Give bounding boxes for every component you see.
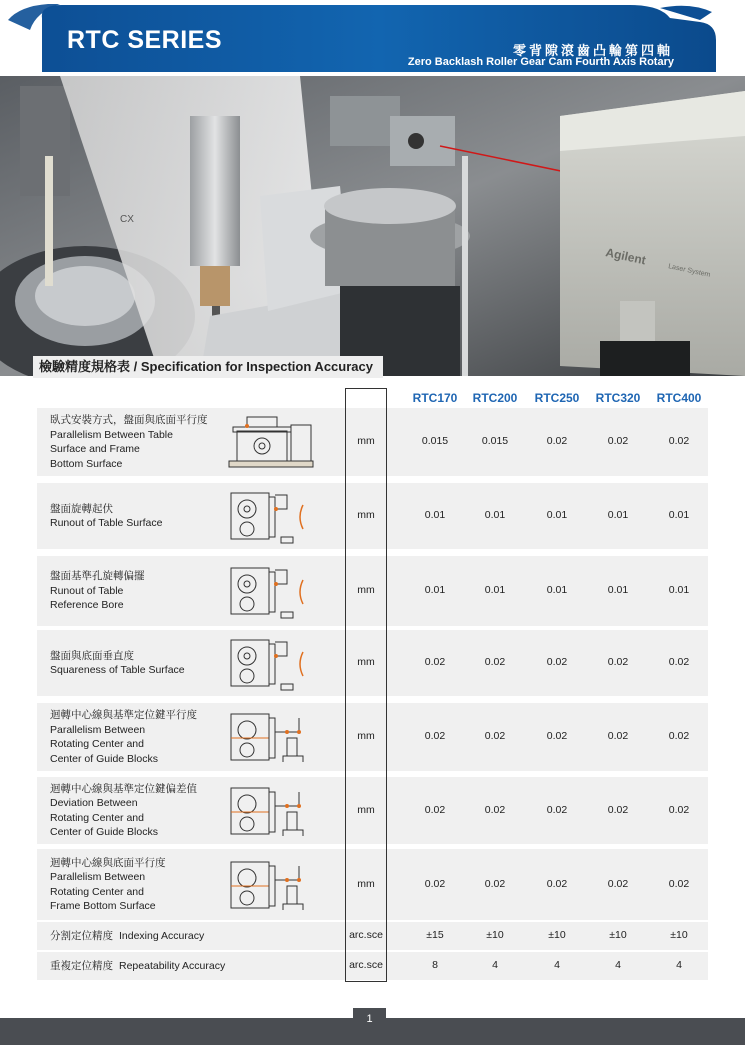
spec-value-rtc400: ±10 [670, 929, 688, 941]
spec-value-rtc170: 0.01 [424, 509, 446, 521]
inspection-machine-illustration [0, 76, 745, 376]
spec-value-rtc170: 0.01 [424, 584, 446, 596]
spec-label-english: Surface and Frame [50, 443, 140, 455]
spec-value-rtc250: 0.01 [546, 584, 568, 596]
measurement-diagram [227, 562, 317, 625]
spec-value-rtc320: ±10 [609, 929, 627, 941]
spec-value-rtc320: 0.02 [607, 730, 629, 742]
spec-value-rtc170: 0.015 [421, 435, 449, 447]
spec-value-rtc400: 0.02 [668, 435, 690, 447]
subtitle-chinese: 零背隙滾齒凸輪第四軸 [512, 43, 673, 58]
spec-label-english: Bottom Surface [50, 457, 123, 470]
model-header-rtc320: RTC320 [595, 391, 641, 405]
spec-row-label [50, 502, 162, 531]
spec-value-rtc170: 8 [432, 959, 438, 971]
spec-label-chinese: 盤面旋轉起伏 [50, 502, 113, 515]
spec-label-chinese: 迴轉中心線與基準定位鍵平行度 [50, 709, 197, 721]
spec-label-english: Parallelism Between Table [50, 428, 173, 441]
spec-unit: mm [357, 656, 375, 668]
spec-value-rtc170: ±15 [426, 929, 444, 941]
spec-value-rtc200: 0.02 [484, 656, 506, 668]
spec-value-rtc200: 0.015 [481, 435, 509, 447]
measurement-diagram [227, 413, 317, 476]
spec-label-english: Frame Bottom Surface [50, 900, 156, 912]
spec-value-rtc400: 0.01 [668, 509, 690, 521]
spec-label-chinese: 盤面基準孔旋轉偏擺 [50, 570, 145, 583]
spec-label-english: Squareness of Table Surface [50, 664, 185, 676]
spec-unit: mm [357, 509, 375, 521]
spec-value-rtc320: 4 [615, 959, 621, 971]
spec-label-chinese: 迴轉中心線與基準定位鍵偏差值 [50, 782, 197, 795]
spec-label-english: Runout of Table Surface [50, 517, 163, 529]
spec-value-rtc200: 0.02 [484, 730, 506, 742]
spec-label-chinese: 分割定位精度 [50, 929, 113, 942]
spec-label-chinese: 臥式安裝方式，盤面與底面平行度 [50, 414, 208, 426]
measurement-diagram [227, 708, 317, 771]
spec-unit: mm [357, 877, 375, 890]
spec-label-english: Deviation Between [50, 797, 138, 809]
laser-system-label: Laser System [667, 263, 711, 279]
spec-value-rtc250: 0.02 [546, 803, 568, 816]
model-header-rtc170: RTC170 [412, 391, 458, 405]
spec-value-rtc400: 0.02 [668, 803, 690, 816]
spec-unit: arc.sce [349, 929, 383, 941]
spec-value-rtc200: ±10 [486, 929, 504, 941]
measurement-diagram [227, 782, 317, 845]
spec-row-label [50, 649, 185, 678]
spec-row-label [50, 856, 166, 914]
spec-label-chinese: 盤面與底面垂直度 [50, 649, 134, 662]
spec-label-english: Parallelism Between [50, 871, 146, 883]
spec-value-rtc200: 0.01 [484, 584, 506, 596]
spec-label-english: Rotating Center and [50, 885, 144, 898]
spec-value-rtc170: 0.02 [424, 656, 446, 668]
agilent-logo-text: Agilent [604, 245, 648, 268]
spec-label-english: Runout of Table [50, 584, 124, 597]
subtitle-english: Zero Backlash Roller Gear Cam Fourth Axis Rotary [407, 56, 674, 68]
model-header-rtc400: RTC400 [656, 391, 702, 405]
spec-value-rtc250: 0.02 [546, 877, 568, 890]
page-number: 1 [353, 1008, 386, 1030]
inspection-photo [0, 76, 745, 376]
spec-row-label [50, 413, 208, 471]
spec-label-english: Parallelism Between [50, 723, 146, 736]
section-title: 檢驗精度規格表 / Specification for Inspection Accuracy [33, 356, 383, 378]
spec-label-english: Center of Guide Blocks [50, 752, 158, 765]
part-label: CX [120, 214, 134, 225]
spec-row-label [50, 569, 145, 613]
measurement-diagram [227, 487, 317, 550]
spec-row-label [50, 929, 204, 944]
series-title: RTC SERIES [67, 26, 223, 54]
spec-row-label [50, 708, 197, 766]
spec-unit: mm [357, 803, 375, 816]
spec-label-chinese: 重複定位精度 [50, 959, 113, 972]
spec-value-rtc200: 0.02 [484, 877, 506, 890]
spec-value-rtc320: 0.02 [607, 656, 629, 668]
spec-label-english: Indexing Accuracy [119, 929, 205, 942]
spec-value-rtc320: 0.02 [607, 803, 629, 816]
spec-value-rtc320: 0.01 [607, 584, 629, 596]
spec-value-rtc200: 4 [492, 959, 498, 971]
spec-value-rtc200: 0.01 [484, 509, 506, 521]
spec-value-rtc170: 0.02 [424, 730, 446, 742]
spec-row-label [50, 782, 197, 840]
spec-value-rtc400: 0.02 [668, 730, 690, 742]
model-header-rtc200: RTC200 [472, 391, 518, 405]
model-header-rtc250: RTC250 [534, 391, 580, 405]
spec-value-rtc250: 0.02 [546, 435, 568, 447]
spec-value-rtc400: 0.01 [668, 584, 690, 596]
spec-value-rtc250: 0.02 [546, 730, 568, 742]
spec-value-rtc250: 0.02 [546, 656, 568, 668]
spec-value-rtc320: 0.01 [607, 509, 629, 521]
spec-value-rtc170: 0.02 [424, 877, 446, 890]
spec-value-rtc320: 0.02 [607, 877, 629, 890]
spec-value-rtc200: 0.02 [484, 803, 506, 816]
spec-value-rtc400: 0.02 [668, 656, 690, 668]
measurement-diagram [227, 634, 317, 697]
spec-unit: mm [357, 435, 375, 447]
measurement-diagram [227, 856, 317, 919]
spec-label-english: Reference Bore [50, 599, 124, 612]
spec-label-english: Repeatability Accuracy [119, 959, 226, 972]
spec-unit: mm [357, 730, 375, 742]
spec-value-rtc320: 0.02 [607, 435, 629, 447]
spec-value-rtc400: 0.02 [668, 877, 690, 890]
unit-column-frame [345, 388, 387, 982]
spec-value-rtc250: 4 [554, 959, 560, 971]
spec-value-rtc400: 4 [676, 959, 682, 971]
spec-unit: mm [357, 584, 375, 596]
spec-value-rtc170: 0.02 [424, 803, 446, 816]
spec-label-english: Rotating Center and [50, 738, 144, 750]
spec-label-english: Center of Guide Blocks [50, 826, 158, 838]
spec-label-chinese: 迴轉中心線與底面平行度 [50, 856, 166, 869]
spec-unit: arc.sce [349, 959, 383, 971]
spec-value-rtc250: ±10 [548, 929, 566, 941]
spec-row-label [50, 959, 225, 974]
spec-value-rtc250: 0.01 [546, 509, 568, 521]
spec-label-english: Rotating Center and [50, 811, 144, 824]
